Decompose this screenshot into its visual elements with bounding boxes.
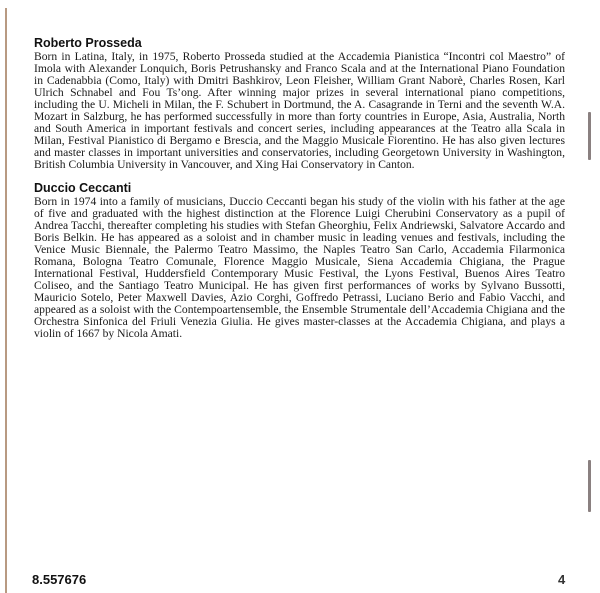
binding-mark [588, 112, 591, 160]
binding-mark [588, 460, 591, 512]
bio-text: Born in 1974 into a family of musicians, Duccio Ceccanti began his study of the violin with his father at the age of five and graduated with the highest distinction at the Florence Luigi Cherubini Conservatory as a pupil of Andrea Tacchi, thereafter completing his studies with Stefan Gheorghiu, Felix Andriewski, Salvatore Accardo and Boris Belkin. He has appeared as a soloist and in chamber music in leading venues and festivals, including the Venice Music Biennale, the Palermo Teatro Massimo, the Naples Teatro San Carlo, Accademia Filarmonica Romana, Bologna Teatro Comunale, Florence Maggio Musicale, Siena Accademia Chigiana, the Prague International Festival, Huddersfield Contemporary Music Festival, the Lyons Festival, Buenos Aires Teatro Coliseo, and the Santiago Teatro Municipal. He has given first performances of works by Sylvano Bussotti, Mauricio Sotelo, Peter Maxwell Davies, Azio Corghi, Goffredo Petrassi, Luciano Berio and Fabio Vacchi, and appeared as a soloist with the Contempoartensemble, the Ensemble Strumentale dell’Accademia Chigiana and the Orchestra Sinfonica del Friuli Venezia Giulia. He gives master-classes at the Accademia Chigiana, and plays a violin of 1667 by Nicola Amati. [34, 195, 565, 340]
biographies [34, 36, 565, 340]
bio-heading: Duccio Ceccanti [34, 181, 132, 195]
bio-section-prosseda [34, 36, 565, 171]
bio-text: Born in Latina, Italy, in 1975, Roberto Prosseda studied at the Accademia Pianistica “Incontri col Maestro” of Imola with Alexander Lonquich, Boris Petrushansky and Franco Scala and at the International Piano Foundation in Cadenabbia (Como, Italy) with Dmitri Bashkirov, Leon Fleisher, William Grant Naborè, Charles Rosen, Karl Ulrich Schnabel and Fou Ts’ong. After winning major prizes in several international piano competitions, including the U. Micheli in Milan, the F. Schubert in Dortmund, the A. Casagrande in Terni and the seventh W.A. Mozart in Salzburg, he has performed successfully in more than forty countries in Europe, Asia, Australia, North and South America in important festivals and concert series, including appearances at the Teatro alla Scala in Milan, Festival Pianistico di Bergamo e Brescia, and the Maggio Musicale Fiorentino. He has also given lectures and master classes in important universities and conservatories, including Georgetown University in Washington, British Columbia University in Vancouver, and Xing Hai Conservatory in Canton. [34, 50, 565, 171]
bio-heading: Roberto Prosseda [34, 36, 142, 50]
page-number: 4 [558, 572, 566, 587]
page-edge-line [5, 8, 7, 593]
catalogue-number: 8.557676 [32, 572, 87, 587]
bio-section-ceccanti [34, 181, 565, 340]
